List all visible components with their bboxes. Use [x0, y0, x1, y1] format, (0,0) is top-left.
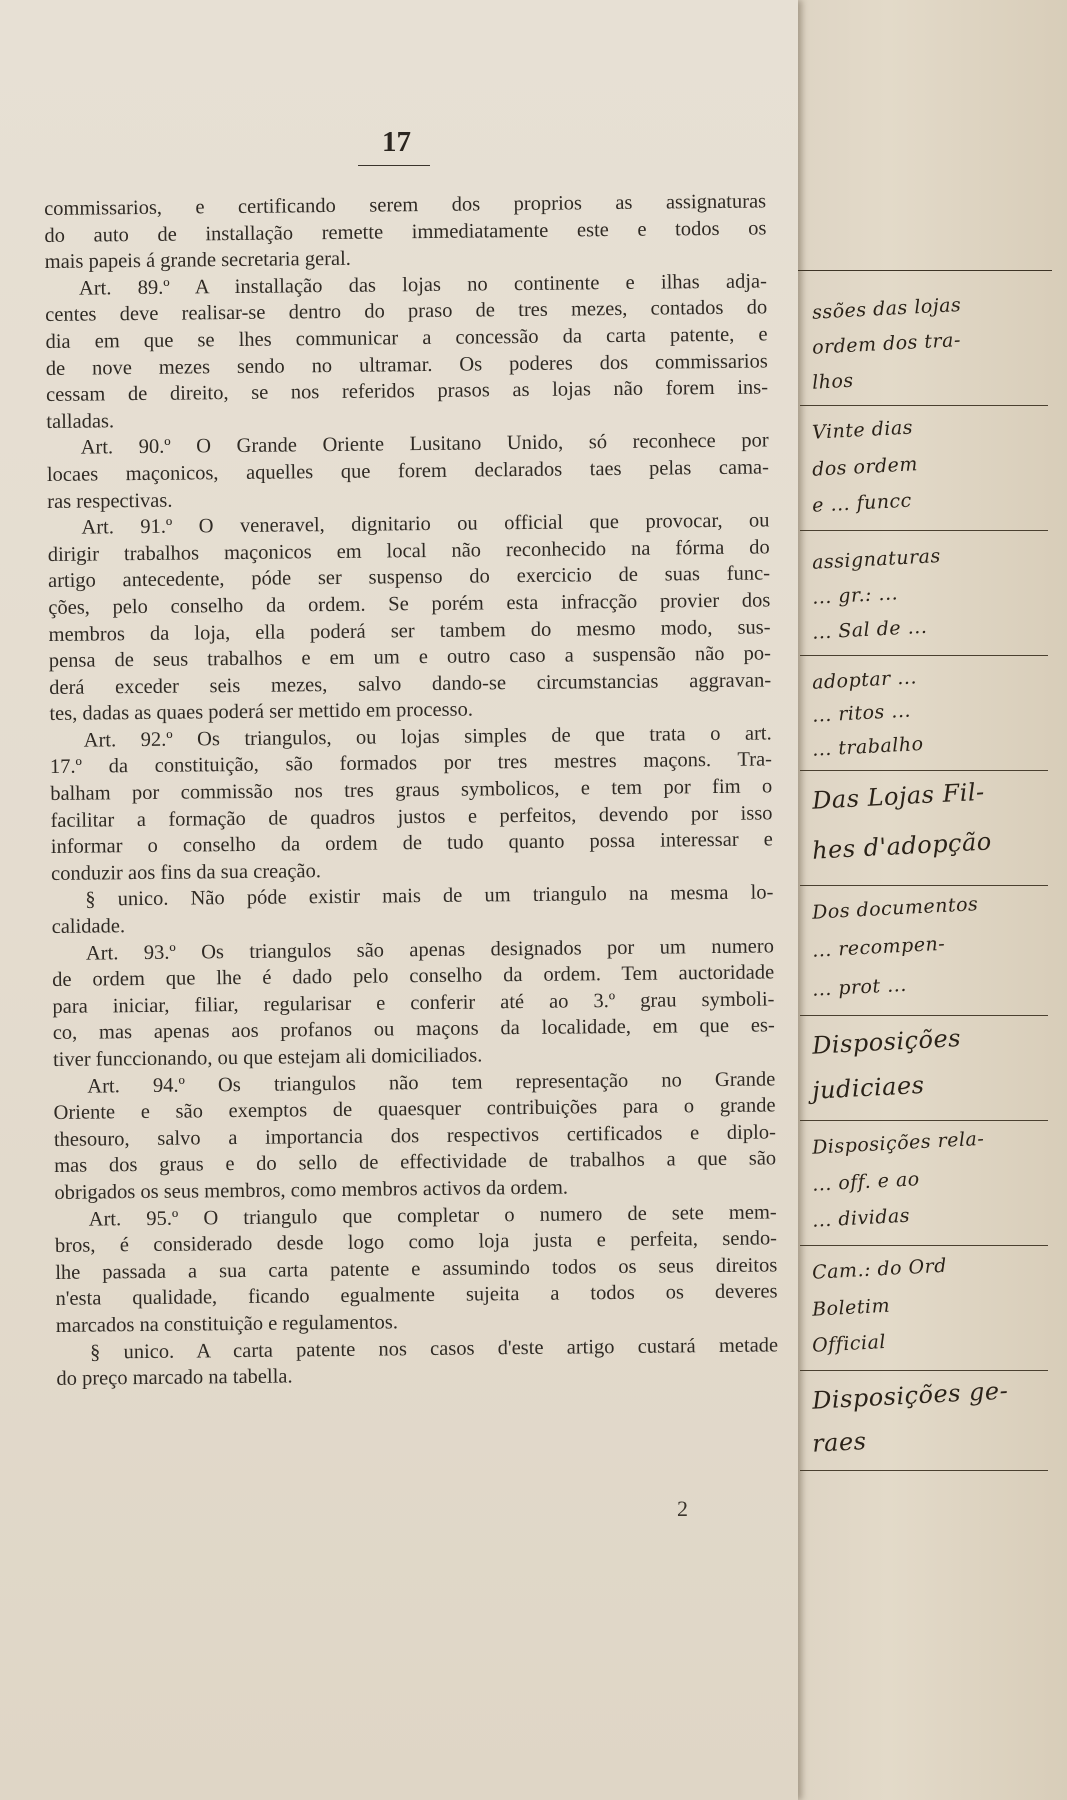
- text-line: mas dos graus e do sello de effectividade de trabalhos a que são: [54, 1147, 777, 1178]
- text-line: § unico. A carta patente nos casos d'este artigo custará metade: [89, 1333, 779, 1364]
- text-line: facilitar a formação de quadros justos e perfeitos, devendo por isso: [50, 802, 773, 832]
- text-line: ras respectivas.: [47, 489, 173, 513]
- text-line: de ordem que lhe é dado pelo conselho da ordem. Tem auctoridade: [52, 961, 775, 992]
- header-rule: [358, 165, 430, 166]
- handwritten-note: ... dividas: [811, 1204, 911, 1233]
- handwritten-note: e ... funcc: [811, 489, 913, 518]
- text-line: 17.º da constituição, são formados por tres mestres maçons. Tra-: [49, 748, 773, 779]
- text-line: membros da loja, ella poderá ser tambem do mesmo modo, sus-: [48, 615, 771, 646]
- handwritten-note: Boletim: [811, 1294, 891, 1321]
- text-line: balham por commissão nos tres graus symbolicos, e tem por fim o: [50, 775, 773, 806]
- handwritten-note: Cam.: do Ord: [811, 1254, 948, 1284]
- text-line: Art. 94.º Os triangulos não tem representação no Grande: [87, 1067, 776, 1098]
- text-line: § unico. Não póde existir mais de um triangulo na mesma lo-: [85, 881, 774, 912]
- handwritten-note: Official: [811, 1331, 887, 1358]
- text-line: para iniciar, filiar, regularisar e conferir até ao 3.º grau symboli-: [52, 988, 775, 1018]
- handwritten-note: Das Lojas Fil-: [811, 777, 986, 815]
- text-line: Art. 91.º O veneravel, dignitario ou official que provocar, ou: [81, 509, 770, 539]
- handwritten-note: Disposições: [811, 1023, 962, 1060]
- handwritten-note: ... recompen-: [811, 933, 946, 963]
- text-line: Art. 95.º O triangulo que completar o numero de sete mem-: [88, 1200, 777, 1231]
- text-line: Art. 93.º Os triangulos são apenas designados por um numero: [85, 935, 775, 965]
- text-line: dirigir trabalhos maçonicos em local não reconhecido na fórma do: [47, 536, 770, 566]
- text-line: centes deve realisar-se dentro do praso de tres mezes, contados do: [45, 296, 768, 327]
- handwritten-note: dos ordem: [811, 452, 919, 481]
- text-line: do preço marcado na tabella.: [56, 1365, 293, 1391]
- text-line: co, mas apenas aos profanos ou maçons da localidade, em que es-: [52, 1014, 775, 1045]
- text-line: calidade.: [51, 915, 126, 938]
- handwritten-note: judiciaes: [811, 1070, 926, 1105]
- text-line: cessam de direito, se nos referidos prasos as lojas não forem ins-: [45, 376, 769, 407]
- page-number: 17: [382, 126, 411, 158]
- handwritten-note: Dos documentos: [811, 893, 979, 924]
- body-text: [44, 188, 778, 1392]
- text-line: tiver funccionando, ou que estejam ali domiciliados.: [52, 1044, 483, 1071]
- index-rule: [792, 270, 1052, 271]
- text-line: bros, é considerado desde logo como loja justa e perfeita, sendo-: [54, 1227, 778, 1258]
- handwritten-note: ssões das lojas: [811, 293, 962, 324]
- signature-mark: 2: [677, 1496, 688, 1521]
- text-line: n'esta qualidade, ficando egualmente sujeita a todos os deveres: [55, 1280, 778, 1311]
- text-line: derá exceder seis mezes, salvo dando-se circumstancias aggravan-: [49, 669, 772, 699]
- handwritten-note: lhos: [811, 369, 855, 394]
- text-line: Art. 92.º Os triangulos, ou lojas simples de que trata o art.: [83, 722, 772, 752]
- text-line: Art. 89.º A installação das lojas no continente e ilhas adja-: [78, 270, 768, 300]
- handwritten-note: ... off. e ao: [811, 1167, 921, 1196]
- text-line: thesouro, salvo a importancia dos respectivos certificados e diplo-: [53, 1121, 776, 1151]
- text-line: ções, pelo conselho da ordem. Se porém esta infracção provier dos: [48, 589, 771, 619]
- text-line: lhe passada a sua carta patente e assumindo todos os seus direitos: [55, 1254, 778, 1284]
- text-line: commissarios, e certificando serem dos proprios as assignaturas: [44, 190, 767, 220]
- text-line: informar o conselho da ordem de tudo quanto possa interessar e: [50, 828, 773, 859]
- handwritten-note: ... trabalho: [811, 732, 925, 761]
- text-line: marcados na constituição e regulamentos.: [55, 1311, 399, 1337]
- text-line: de nove mezes sendo no ultramar. Os poderes dos commissarios: [45, 349, 768, 380]
- text-line: tes, dadas as quaes poderá ser mettido em processo.: [49, 698, 474, 726]
- text-line: conduzir aos fins da sua creação.: [50, 859, 321, 885]
- handwritten-note: assignaturas: [811, 545, 942, 574]
- text-line: Art. 90.º O Grande Oriente Lusitano Unido, só reconhece por: [80, 429, 769, 459]
- handwritten-note: ... ritos ...: [811, 699, 912, 728]
- text-line: obrigados os seus membros, como membros activos da ordem.: [54, 1176, 569, 1204]
- text-line: artigo antecedente, póde ser suspenso do exercicio de suas func-: [47, 562, 771, 593]
- text-line: mais papeis á grande secretaria geral.: [44, 247, 351, 274]
- handwritten-note: ... Sal de ...: [811, 615, 928, 644]
- handwritten-note: hes d'adopção: [811, 827, 993, 865]
- handwritten-note: Vinte dias: [811, 416, 914, 444]
- handwritten-note: adoptar ...: [811, 666, 918, 694]
- handwritten-note: Disposições ge-: [811, 1376, 1009, 1415]
- text-line: do auto de installação remette immediatamente este e todos os: [44, 217, 767, 247]
- handwritten-note: Disposições rela-: [811, 1127, 985, 1159]
- handwritten-note: ordem dos tra-: [811, 328, 962, 359]
- text-line: talladas.: [46, 410, 115, 433]
- handwritten-note: ... prot ...: [811, 973, 908, 1001]
- text-line: dia em que se lhes communicar a concessão da carta patente, e: [45, 323, 768, 353]
- text-line: Oriente e são exemptos de quaesquer contribuições para o grande: [53, 1094, 776, 1125]
- handwritten-note: ... gr.: ...: [811, 582, 899, 609]
- handwritten-note: raes: [811, 1426, 868, 1458]
- text-line: pensa de seus trabalhos e em um e outro caso a suspensão não po-: [48, 642, 771, 673]
- text-line: locaes maçonicos, aquelles que forem declarados taes pelas cama-: [46, 456, 769, 486]
